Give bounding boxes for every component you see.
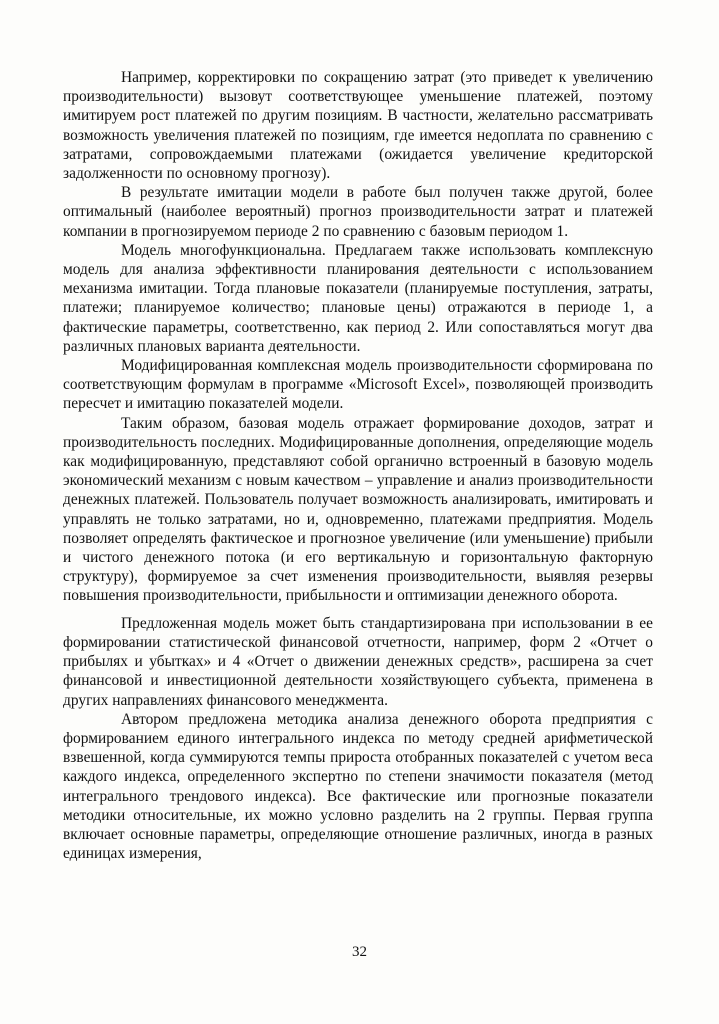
paragraph-3: Модель многофункциональна. Предлагаем также использовать комплексную модель для анализа эффективности планирования деятельности с использованием механизма имитации. Тогда плановые показатели (планируемые поступления, затраты, платежи; планируемое количество; плановые цены) отражаются в периоде 1, а фактические параметры, соответственно, как период 2. Или сопоставляться могут два различных плановых варианта деятельности. (63, 241, 653, 355)
page-number: 32 (352, 944, 367, 960)
paragraph-2: В результате имитации модели в работе был получен также другой, более оптимальный (наиболее вероятный) прогноз производительности затрат и платежей компании в прогнозируемом периоде 2 по сравнению с базовым периодом 1. (63, 184, 653, 240)
page-body (63, 68, 653, 863)
paragraph-7: Автором предложена методика анализа денежного оборота предприятия с формированием единого интегрального индекса по методу средней арифметической взвешенной, когда суммируются темпы прироста отобранных показателей с учетом веса каждого индекса, определенного экспертно по степени значимости показателя (метод интегрального трендового индекса). Все фактические или прогнозные показатели методики относительные, их можно условно разделить на 2 группы. Первая группа включает основные параметры, определяющие отношение различных, иногда в разных единицах измерения, (63, 710, 653, 863)
paragraph-6: Предложенная модель может быть стандартизирована при использовании в ее формировании статистической финансовой отчетности, например, форм 2 «Отчет о прибылях и убытках» и 4 «Отчет о движении денежных средств», расширена за счет финансовой и инвестиционной деятельности хозяйствующего субъекта, применена в других направлениях финансового менеджмента. (63, 614, 653, 709)
paragraph-5: Таким образом, базовая модель отражает формирование доходов, затрат и производительность последних. Модифицированные дополнения, определяющие модель как модифицированную, представляют собой органично встроенный в базовую модель экономический механизм с новым качеством – управление и анализ производительности денежных платежей. Пользователь получает возможность анализировать, имитировать и управлять не только затратами, но и, одновременно, платежами предприятия. Модель позволяет определять фактическое и прогнозное увеличение (или уменьшение) прибыли и чистого денежного потока (и его вертикальную и горизонтальную факторную структуру), формируемое за счет изменения производительности, выявляя резервы повышения производительности, прибыльности и оптимизации денежного оборота. (63, 414, 653, 605)
paragraph-4: Модифицированная комплексная модель производительности сформирована по соответствующим формулам в программе «Microsoft Excel», позволяющей производить пересчет и имитацию показателей модели. (63, 357, 653, 413)
paragraph-1: Например, корректировки по сокращению затрат (это приведет к увеличению производительности) вызовут соответствующее уменьшение платежей, поэтому имитируем рост платежей по другим позициям. В частности, желательно рассматривать возможность увеличения платежей по позициям, где имеется недоплата по сравнению с затратами, сопровождаемыми платежами (ожидается увеличение кредиторской задолженности по основному прогнозу). (63, 69, 653, 183)
